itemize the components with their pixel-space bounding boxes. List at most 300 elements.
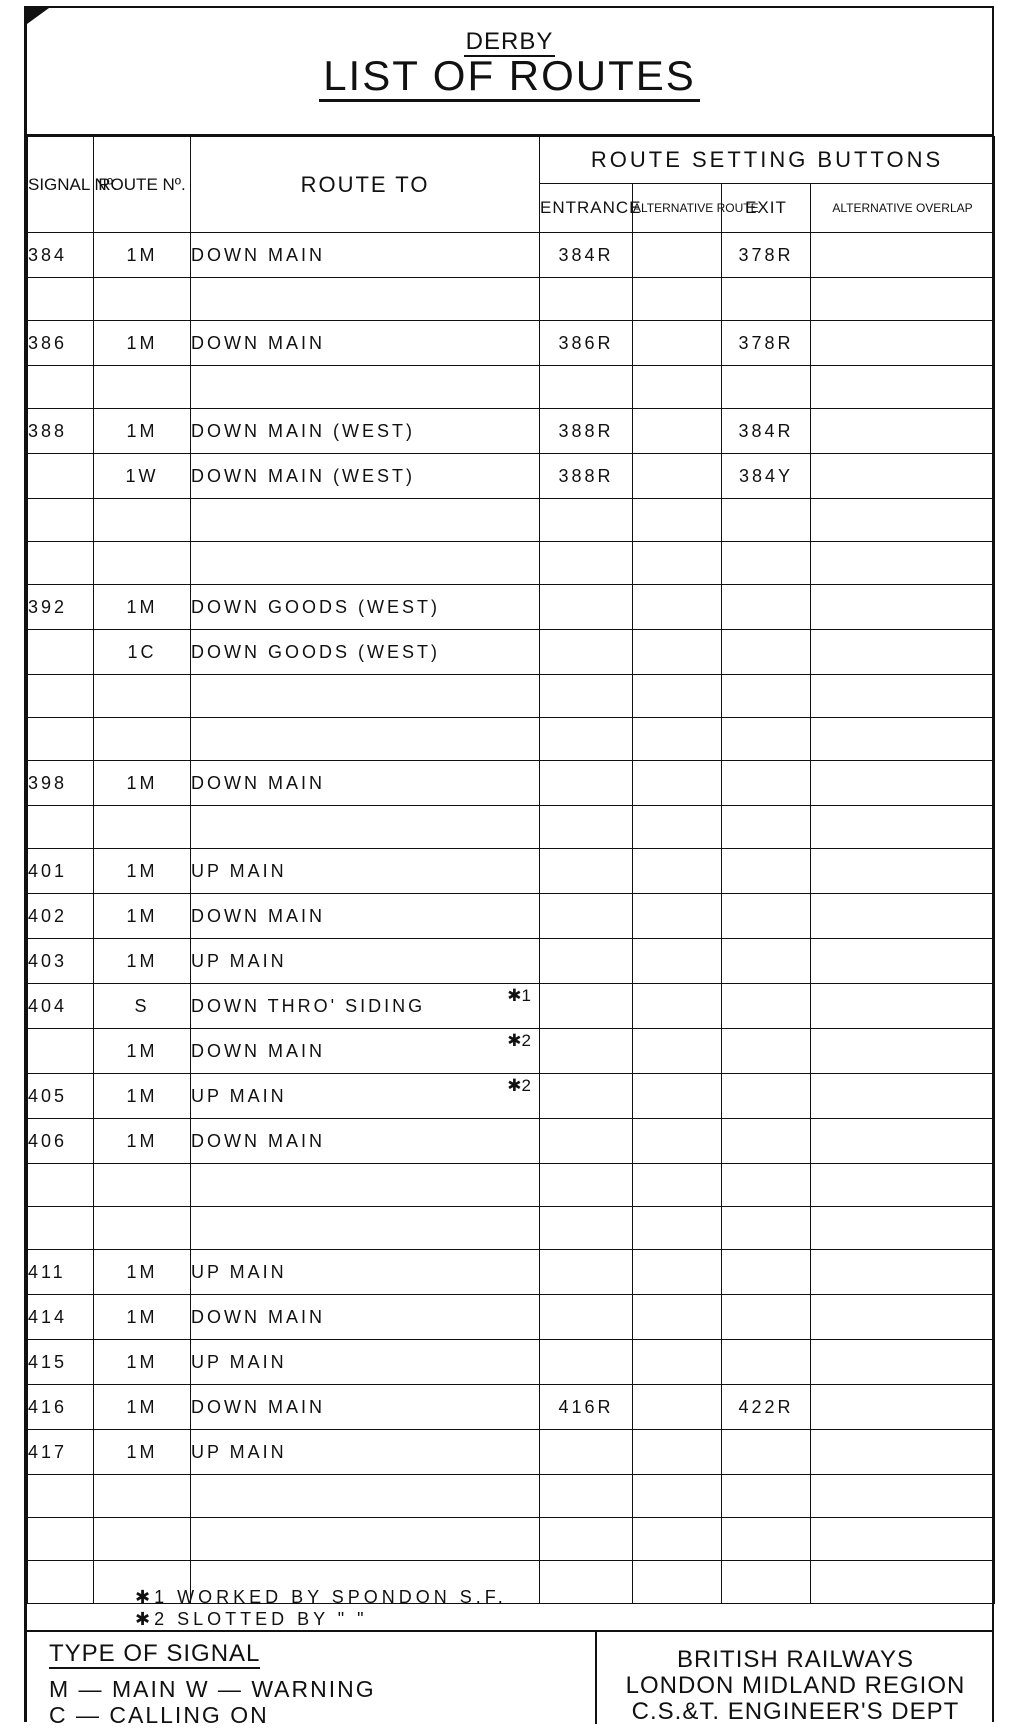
signal-no-cell-text: 415 bbox=[28, 1351, 68, 1372]
table-row bbox=[28, 894, 995, 939]
signal-no-cell-text: 403 bbox=[28, 950, 68, 971]
exit-button-cell-text: 422R bbox=[738, 1396, 794, 1417]
route-no-cell bbox=[94, 1119, 191, 1164]
org-line-3: C.S.&T. ENGINEER'S DEPT bbox=[631, 1698, 960, 1725]
alternative-route-cell bbox=[633, 1340, 722, 1385]
header-entrance: ENTRANCE bbox=[540, 184, 633, 233]
exit-button-cell bbox=[722, 454, 811, 499]
entrance-button-cell bbox=[540, 1340, 633, 1385]
table-row bbox=[28, 1119, 995, 1164]
route-to-cell-text: DOWN MAIN bbox=[191, 332, 325, 353]
entrance-button-cell-text: 416R bbox=[558, 1396, 614, 1417]
alternative-route-cell bbox=[633, 233, 722, 278]
route-to-cell-text: UP MAIN bbox=[191, 1261, 287, 1282]
route-to-cell bbox=[191, 630, 540, 675]
alternative-route-cell bbox=[633, 1475, 722, 1518]
route-to-cell-text: UP MAIN bbox=[191, 860, 287, 881]
route-to-cell bbox=[191, 939, 540, 984]
footnote-marker: ✱1 bbox=[507, 986, 531, 1005]
alternative-route-cell bbox=[633, 1561, 722, 1604]
page-title-text: LIST OF ROUTES bbox=[319, 52, 700, 102]
alternative-route-cell bbox=[633, 1074, 722, 1119]
exit-button-cell bbox=[722, 849, 811, 894]
entrance-button-cell bbox=[540, 1561, 633, 1604]
route-to-cell bbox=[191, 321, 540, 366]
table-row bbox=[28, 1475, 995, 1518]
alternative-overlap-cell bbox=[811, 806, 995, 849]
header-exit: EXIT bbox=[722, 184, 811, 233]
alternative-overlap-cell bbox=[811, 675, 995, 718]
signal-no-cell bbox=[28, 1295, 94, 1340]
route-to-cell-text: UP MAIN bbox=[191, 1441, 287, 1462]
route-no-cell bbox=[94, 1074, 191, 1119]
footnote-2: ✱2 SLOTTED BY " " bbox=[135, 1609, 368, 1629]
signal-no-cell-text: 402 bbox=[28, 905, 68, 926]
table-row bbox=[28, 675, 995, 718]
station-name-text: DERBY bbox=[465, 28, 554, 55]
route-no-cell-text: 1M bbox=[126, 860, 158, 881]
route-no-cell-text: 1M bbox=[126, 1306, 158, 1327]
header-route-setting-buttons: ROUTE SETTING BUTTONS bbox=[540, 137, 995, 184]
signal-no-cell bbox=[28, 542, 94, 585]
route-no-cell-text: 1M bbox=[126, 1130, 158, 1151]
alternative-overlap-cell bbox=[811, 454, 995, 499]
route-to-cell-text: DOWN MAIN bbox=[191, 905, 325, 926]
route-to-cell bbox=[191, 1295, 540, 1340]
route-no-cell-text: 1C bbox=[127, 641, 157, 662]
footnote-marker: ✱2 bbox=[507, 1031, 531, 1050]
routes-table-header bbox=[28, 137, 995, 233]
signal-no-cell-text: 416 bbox=[28, 1396, 68, 1417]
alternative-overlap-cell bbox=[811, 1207, 995, 1250]
exit-button-cell bbox=[722, 321, 811, 366]
table-row bbox=[28, 409, 995, 454]
entrance-button-cell-text: 388R bbox=[558, 465, 614, 486]
signal-no-cell-text: 405 bbox=[28, 1085, 68, 1106]
header-alternative-route: ALTERNATIVE ROUTE bbox=[633, 184, 722, 233]
alternative-overlap-cell bbox=[811, 233, 995, 278]
entrance-button-cell bbox=[540, 630, 633, 675]
route-no-cell-text: 1M bbox=[126, 332, 158, 353]
route-no-cell bbox=[94, 585, 191, 630]
exit-button-cell bbox=[722, 1475, 811, 1518]
table-row bbox=[28, 761, 995, 806]
route-no-cell-text: 1M bbox=[126, 772, 158, 793]
entrance-button-cell bbox=[540, 939, 633, 984]
signal-no-cell bbox=[28, 1430, 94, 1475]
route-to-cell bbox=[191, 1475, 540, 1518]
signal-no-cell-text: 401 bbox=[28, 860, 68, 881]
alternative-route-cell bbox=[633, 849, 722, 894]
table-row bbox=[28, 1295, 995, 1340]
table-row bbox=[28, 718, 995, 761]
route-to-cell-text: DOWN GOODS (WEST) bbox=[191, 641, 440, 662]
route-to-cell bbox=[191, 1164, 540, 1207]
signal-no-cell bbox=[28, 1207, 94, 1250]
alternative-route-cell bbox=[633, 806, 722, 849]
route-no-cell bbox=[94, 366, 191, 409]
route-no-cell bbox=[94, 1029, 191, 1074]
table-row bbox=[28, 939, 995, 984]
route-no-cell bbox=[94, 849, 191, 894]
route-no-cell bbox=[94, 409, 191, 454]
exit-button-cell bbox=[722, 1561, 811, 1604]
table-row bbox=[28, 984, 995, 1029]
route-to-cell bbox=[191, 718, 540, 761]
entrance-button-cell bbox=[540, 1207, 633, 1250]
alternative-route-cell bbox=[633, 278, 722, 321]
signal-no-cell bbox=[28, 1385, 94, 1430]
alternative-route-cell bbox=[633, 1119, 722, 1164]
route-no-cell-text: 1M bbox=[126, 420, 158, 441]
alternative-route-cell bbox=[633, 1029, 722, 1074]
route-no-cell-text: 1M bbox=[126, 905, 158, 926]
route-no-cell-text: S bbox=[134, 995, 150, 1016]
route-no-cell bbox=[94, 1250, 191, 1295]
exit-button-cell-text: 384Y bbox=[738, 465, 794, 486]
entrance-button-cell bbox=[540, 761, 633, 806]
route-no-cell bbox=[94, 454, 191, 499]
alternative-overlap-cell bbox=[811, 939, 995, 984]
alternative-route-cell bbox=[633, 454, 722, 499]
exit-button-cell bbox=[722, 1074, 811, 1119]
exit-button-cell-text: 378R bbox=[738, 244, 794, 265]
route-no-cell-text: 1M bbox=[126, 596, 158, 617]
signal-no-cell bbox=[28, 366, 94, 409]
table-row bbox=[28, 278, 995, 321]
table-row bbox=[28, 585, 995, 630]
exit-button-cell bbox=[722, 278, 811, 321]
route-to-cell-text: DOWN MAIN bbox=[191, 1130, 325, 1151]
entrance-button-cell bbox=[540, 499, 633, 542]
sheet-footer bbox=[27, 1630, 994, 1728]
signal-no-cell bbox=[28, 321, 94, 366]
alternative-route-cell bbox=[633, 585, 722, 630]
route-to-cell-text: DOWN THRO' SIDING bbox=[191, 995, 426, 1016]
page-title bbox=[27, 52, 992, 100]
route-to-cell-text: UP MAIN bbox=[191, 1351, 287, 1372]
route-no-cell-text: 1M bbox=[126, 1085, 158, 1106]
table-row bbox=[28, 1164, 995, 1207]
exit-button-cell bbox=[722, 1029, 811, 1074]
entrance-button-cell bbox=[540, 585, 633, 630]
entrance-button-cell-text: 384R bbox=[558, 244, 614, 265]
table-row bbox=[28, 1430, 995, 1475]
signal-no-cell bbox=[28, 1119, 94, 1164]
signal-no-cell-text: 384 bbox=[28, 244, 68, 265]
table-row bbox=[28, 849, 995, 894]
signal-type-legend bbox=[27, 1632, 597, 1728]
route-to-cell bbox=[191, 984, 540, 1029]
table-row bbox=[28, 630, 995, 675]
route-no-cell-text: 1M bbox=[126, 950, 158, 971]
route-to-cell-text: UP MAIN bbox=[191, 950, 287, 971]
route-no-cell-text: 1M bbox=[126, 1351, 158, 1372]
header-signal-no: SIGNAL Nº. bbox=[28, 137, 94, 233]
header-alternative-overlap: ALTERNATIVE OVERLAP bbox=[811, 184, 995, 233]
route-no-cell bbox=[94, 806, 191, 849]
alternative-route-cell bbox=[633, 1250, 722, 1295]
alternative-overlap-cell bbox=[811, 585, 995, 630]
route-to-cell bbox=[191, 1340, 540, 1385]
route-no-cell bbox=[94, 278, 191, 321]
alternative-overlap-cell bbox=[811, 542, 995, 585]
alternative-overlap-cell bbox=[811, 1295, 995, 1340]
alternative-route-cell bbox=[633, 542, 722, 585]
entrance-button-cell bbox=[540, 894, 633, 939]
route-to-cell-text: DOWN MAIN bbox=[191, 1040, 325, 1061]
route-no-cell bbox=[94, 939, 191, 984]
route-to-cell-text: DOWN MAIN (WEST) bbox=[191, 420, 415, 441]
exit-button-cell bbox=[722, 630, 811, 675]
route-to-cell bbox=[191, 1207, 540, 1250]
route-no-cell-text: 1M bbox=[126, 1441, 158, 1462]
alternative-overlap-cell bbox=[811, 1119, 995, 1164]
entrance-button-cell bbox=[540, 409, 633, 454]
alternative-route-cell bbox=[633, 630, 722, 675]
exit-button-cell bbox=[722, 1207, 811, 1250]
signal-no-cell bbox=[28, 1340, 94, 1385]
alternative-overlap-cell bbox=[811, 1164, 995, 1207]
alternative-overlap-cell bbox=[811, 984, 995, 1029]
alternative-route-cell bbox=[633, 1518, 722, 1561]
org-line-2: LONDON MIDLAND REGION bbox=[625, 1672, 966, 1699]
entrance-button-cell bbox=[540, 718, 633, 761]
exit-button-cell bbox=[722, 806, 811, 849]
route-no-cell bbox=[94, 1385, 191, 1430]
alternative-overlap-cell bbox=[811, 321, 995, 366]
table-row bbox=[28, 1074, 995, 1119]
route-no-cell bbox=[94, 630, 191, 675]
signal-no-cell bbox=[28, 409, 94, 454]
exit-button-cell bbox=[722, 1164, 811, 1207]
alternative-overlap-cell bbox=[811, 499, 995, 542]
route-to-cell bbox=[191, 806, 540, 849]
route-no-cell bbox=[94, 1475, 191, 1518]
table-row bbox=[28, 1385, 995, 1430]
routes-table bbox=[27, 136, 995, 1604]
footnotes bbox=[135, 1586, 507, 1630]
route-to-cell-text: DOWN MAIN bbox=[191, 244, 325, 265]
header-route-no: ROUTE Nº. bbox=[94, 137, 191, 233]
route-no-cell bbox=[94, 321, 191, 366]
signal-no-cell-text: 388 bbox=[28, 420, 68, 441]
route-to-cell bbox=[191, 278, 540, 321]
alternative-route-cell bbox=[633, 1385, 722, 1430]
table-row bbox=[28, 454, 995, 499]
route-no-cell bbox=[94, 984, 191, 1029]
alternative-route-cell bbox=[633, 409, 722, 454]
exit-button-cell bbox=[722, 939, 811, 984]
organisation-block bbox=[597, 1632, 994, 1724]
alternative-overlap-cell bbox=[811, 630, 995, 675]
route-to-cell bbox=[191, 1074, 540, 1119]
legend-title bbox=[49, 1640, 260, 1668]
entrance-button-cell bbox=[540, 233, 633, 278]
route-to-cell bbox=[191, 409, 540, 454]
alternative-overlap-cell bbox=[811, 1340, 995, 1385]
exit-button-cell bbox=[722, 233, 811, 278]
alternative-overlap-cell bbox=[811, 409, 995, 454]
exit-button-cell bbox=[722, 1295, 811, 1340]
alternative-overlap-cell bbox=[811, 1475, 995, 1518]
route-no-cell-text: 1M bbox=[126, 1040, 158, 1061]
table-row bbox=[28, 1207, 995, 1250]
alternative-route-cell bbox=[633, 366, 722, 409]
route-to-cell-text: DOWN MAIN bbox=[191, 772, 325, 793]
entrance-button-cell bbox=[540, 984, 633, 1029]
table-row bbox=[28, 542, 995, 585]
alternative-route-cell bbox=[633, 321, 722, 366]
route-to-cell bbox=[191, 454, 540, 499]
exit-button-cell bbox=[722, 499, 811, 542]
footnote-marker: ✱2 bbox=[507, 1076, 531, 1095]
signal-no-cell bbox=[28, 499, 94, 542]
route-no-cell-text: 1M bbox=[126, 1261, 158, 1282]
route-no-cell bbox=[94, 499, 191, 542]
entrance-button-cell bbox=[540, 278, 633, 321]
route-to-cell bbox=[191, 849, 540, 894]
signal-no-cell-text: 411 bbox=[28, 1261, 66, 1282]
table-row bbox=[28, 1518, 995, 1561]
signal-no-cell bbox=[28, 894, 94, 939]
route-to-cell bbox=[191, 1250, 540, 1295]
signal-no-cell bbox=[28, 806, 94, 849]
table-row bbox=[28, 499, 995, 542]
route-no-cell bbox=[94, 1518, 191, 1561]
route-to-cell bbox=[191, 1119, 540, 1164]
alternative-route-cell bbox=[633, 984, 722, 1029]
route-to-cell bbox=[191, 675, 540, 718]
alternative-route-cell bbox=[633, 675, 722, 718]
entrance-button-cell bbox=[540, 1430, 633, 1475]
signal-no-cell-text: 386 bbox=[28, 332, 68, 353]
alternative-route-cell bbox=[633, 761, 722, 806]
exit-button-cell-text: 378R bbox=[738, 332, 794, 353]
route-no-cell bbox=[94, 718, 191, 761]
route-no-cell bbox=[94, 233, 191, 278]
table-row bbox=[28, 366, 995, 409]
signal-no-cell bbox=[28, 849, 94, 894]
signal-no-cell-text: 406 bbox=[28, 1130, 68, 1151]
entrance-button-cell bbox=[540, 806, 633, 849]
signal-no-cell bbox=[28, 718, 94, 761]
exit-button-cell bbox=[722, 675, 811, 718]
alternative-overlap-cell bbox=[811, 1029, 995, 1074]
alternative-overlap-cell bbox=[811, 761, 995, 806]
signal-no-cell bbox=[28, 761, 94, 806]
table-row bbox=[28, 1340, 995, 1385]
route-to-cell-text: DOWN GOODS (WEST) bbox=[191, 596, 440, 617]
entrance-button-cell bbox=[540, 1164, 633, 1207]
route-to-cell-text: DOWN MAIN bbox=[191, 1396, 325, 1417]
route-no-cell bbox=[94, 1430, 191, 1475]
entrance-button-cell bbox=[540, 849, 633, 894]
route-no-cell bbox=[94, 1207, 191, 1250]
signal-no-cell-text: 404 bbox=[28, 995, 68, 1016]
alternative-overlap-cell bbox=[811, 849, 995, 894]
route-no-cell-text: 1M bbox=[126, 1396, 158, 1417]
entrance-button-cell-text: 388R bbox=[558, 420, 614, 441]
signal-no-cell bbox=[28, 278, 94, 321]
signal-no-cell bbox=[28, 1164, 94, 1207]
exit-button-cell bbox=[722, 585, 811, 630]
route-no-cell-text: 1M bbox=[126, 244, 158, 265]
signal-no-cell bbox=[28, 675, 94, 718]
alternative-overlap-cell bbox=[811, 894, 995, 939]
entrance-button-cell bbox=[540, 1385, 633, 1430]
table-row bbox=[28, 1250, 995, 1295]
route-to-cell-text: UP MAIN bbox=[191, 1085, 287, 1106]
alternative-overlap-cell bbox=[811, 1430, 995, 1475]
exit-button-cell bbox=[722, 1340, 811, 1385]
alternative-route-cell bbox=[633, 1207, 722, 1250]
entrance-button-cell bbox=[540, 321, 633, 366]
route-to-cell bbox=[191, 542, 540, 585]
entrance-button-cell bbox=[540, 1119, 633, 1164]
route-to-cell bbox=[191, 585, 540, 630]
signal-no-cell bbox=[28, 630, 94, 675]
alternative-overlap-cell bbox=[811, 1518, 995, 1561]
alternative-overlap-cell bbox=[811, 1250, 995, 1295]
exit-button-cell bbox=[722, 761, 811, 806]
entrance-button-cell bbox=[540, 1295, 633, 1340]
signal-no-cell bbox=[28, 454, 94, 499]
route-no-cell bbox=[94, 675, 191, 718]
route-to-cell bbox=[191, 1029, 540, 1074]
alternative-overlap-cell bbox=[811, 1074, 995, 1119]
alternative-route-cell bbox=[633, 499, 722, 542]
exit-button-cell bbox=[722, 984, 811, 1029]
entrance-button-cell bbox=[540, 542, 633, 585]
entrance-button-cell bbox=[540, 1074, 633, 1119]
exit-button-cell bbox=[722, 1518, 811, 1561]
route-to-cell bbox=[191, 499, 540, 542]
signal-no-cell bbox=[28, 1561, 94, 1604]
alternative-route-cell bbox=[633, 1430, 722, 1475]
route-no-cell bbox=[94, 542, 191, 585]
legend-line-main-warning: M — MAIN W — WARNING bbox=[49, 1676, 376, 1702]
exit-button-cell bbox=[722, 1119, 811, 1164]
entrance-button-cell bbox=[540, 675, 633, 718]
exit-button-cell bbox=[722, 366, 811, 409]
legend-line-calling-on: C — CALLING ON bbox=[49, 1702, 269, 1728]
route-no-cell-text: 1W bbox=[125, 465, 159, 486]
alternative-route-cell bbox=[633, 939, 722, 984]
entrance-button-cell bbox=[540, 454, 633, 499]
route-no-cell bbox=[94, 1295, 191, 1340]
exit-button-cell bbox=[722, 718, 811, 761]
table-row bbox=[28, 806, 995, 849]
table-row bbox=[28, 321, 995, 366]
signal-no-cell bbox=[28, 984, 94, 1029]
alternative-overlap-cell bbox=[811, 1561, 995, 1604]
alternative-overlap-cell bbox=[811, 366, 995, 409]
exit-button-cell-text: 384R bbox=[738, 420, 794, 441]
route-to-cell-text: DOWN MAIN bbox=[191, 1306, 325, 1327]
route-no-cell bbox=[94, 894, 191, 939]
signal-no-cell-text: 392 bbox=[28, 596, 68, 617]
exit-button-cell bbox=[722, 1250, 811, 1295]
exit-button-cell bbox=[722, 894, 811, 939]
signal-no-cell-text: 414 bbox=[28, 1306, 68, 1327]
exit-button-cell bbox=[722, 542, 811, 585]
signal-no-cell bbox=[28, 1029, 94, 1074]
route-no-cell bbox=[94, 761, 191, 806]
alternative-route-cell bbox=[633, 718, 722, 761]
route-to-cell bbox=[191, 1430, 540, 1475]
alternative-route-cell bbox=[633, 1164, 722, 1207]
